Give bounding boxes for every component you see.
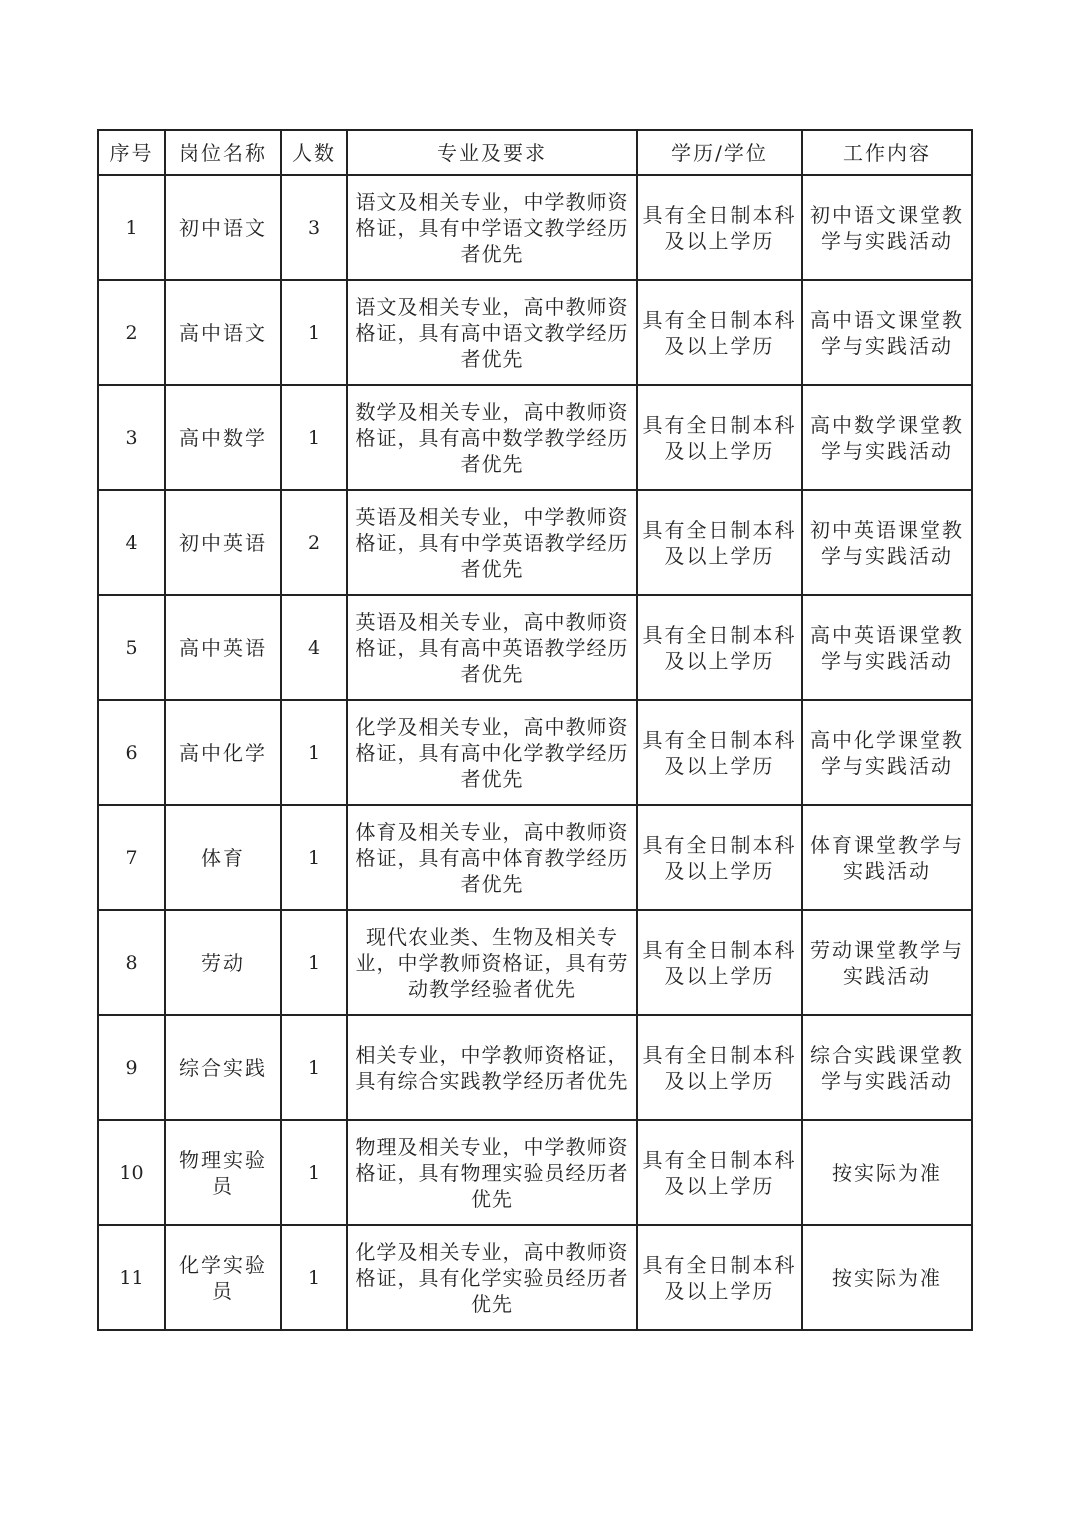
- table-row: [98, 1015, 972, 1120]
- cell-education: 具有全日制本科及以上学历: [637, 1015, 802, 1120]
- cell-position: 体育: [165, 805, 281, 910]
- cell-count: 1: [281, 1015, 347, 1120]
- cell-count: 1: [281, 385, 347, 490]
- cell-position: 劳动: [165, 910, 281, 1015]
- cell-education: 具有全日制本科及以上学历: [637, 1225, 802, 1330]
- cell-duties: 高中数学课堂教学与实践活动: [802, 385, 972, 490]
- cell-education: 具有全日制本科及以上学历: [637, 805, 802, 910]
- header-duties: 工作内容: [802, 130, 972, 175]
- cell-duties: 高中语文课堂教学与实践活动: [802, 280, 972, 385]
- cell-count: 2: [281, 490, 347, 595]
- cell-requirements: 相关专业，中学教师资格证，具有综合实践教学经历者优先: [347, 1015, 637, 1120]
- cell-requirements: 化学及相关专业，高中教师资格证，具有高中化学教学经历者优先: [347, 700, 637, 805]
- header-education: 学历/学位: [637, 130, 802, 175]
- table-row: [98, 280, 972, 385]
- cell-education: 具有全日制本科及以上学历: [637, 280, 802, 385]
- cell-count: 1: [281, 280, 347, 385]
- cell-no: 8: [98, 910, 165, 1015]
- cell-no: 9: [98, 1015, 165, 1120]
- cell-position: 高中英语: [165, 595, 281, 700]
- cell-education: 具有全日制本科及以上学历: [637, 700, 802, 805]
- cell-no: 5: [98, 595, 165, 700]
- cell-requirements: 数学及相关专业，高中教师资格证，具有高中数学教学经历者优先: [347, 385, 637, 490]
- cell-education: 具有全日制本科及以上学历: [637, 175, 802, 280]
- cell-requirements: 化学及相关专业，高中教师资格证，具有化学实验员经历者优先: [347, 1225, 637, 1330]
- cell-education: 具有全日制本科及以上学历: [637, 595, 802, 700]
- cell-count: 3: [281, 175, 347, 280]
- cell-position: 物理实验员: [165, 1120, 281, 1225]
- cell-no: 10: [98, 1120, 165, 1225]
- cell-no: 3: [98, 385, 165, 490]
- cell-duties: 按实际为准: [802, 1225, 972, 1330]
- cell-no: 11: [98, 1225, 165, 1330]
- cell-no: 6: [98, 700, 165, 805]
- cell-education: 具有全日制本科及以上学历: [637, 385, 802, 490]
- header-position: 岗位名称: [165, 130, 281, 175]
- cell-position: 化学实验员: [165, 1225, 281, 1330]
- cell-count: 1: [281, 805, 347, 910]
- cell-position: 综合实践: [165, 1015, 281, 1120]
- cell-requirements: 英语及相关专业，高中教师资格证，具有高中英语教学经历者优先: [347, 595, 637, 700]
- table-row: [98, 1120, 972, 1225]
- cell-count: 4: [281, 595, 347, 700]
- cell-count: 1: [281, 1120, 347, 1225]
- cell-duties: 综合实践课堂教学与实践活动: [802, 1015, 972, 1120]
- cell-no: 7: [98, 805, 165, 910]
- table-row: [98, 595, 972, 700]
- header-count: 人数: [281, 130, 347, 175]
- cell-position: 高中数学: [165, 385, 281, 490]
- table-row: [98, 385, 972, 490]
- table-body: [98, 175, 972, 1330]
- table-row: [98, 1225, 972, 1330]
- cell-count: 1: [281, 1225, 347, 1330]
- table-row: [98, 700, 972, 805]
- table-row: [98, 175, 972, 280]
- table-row: [98, 490, 972, 595]
- cell-requirements: 语文及相关专业，中学教师资格证，具有中学语文教学经历者优先: [347, 175, 637, 280]
- cell-duties: 高中英语课堂教学与实践活动: [802, 595, 972, 700]
- cell-education: 具有全日制本科及以上学历: [637, 1120, 802, 1225]
- cell-requirements: 英语及相关专业，中学教师资格证，具有中学英语教学经历者优先: [347, 490, 637, 595]
- table-header: [98, 130, 972, 175]
- cell-count: 1: [281, 910, 347, 1015]
- cell-duties: 初中语文课堂教学与实践活动: [802, 175, 972, 280]
- table-row: [98, 805, 972, 910]
- cell-duties: 劳动课堂教学与实践活动: [802, 910, 972, 1015]
- cell-duties: 高中化学课堂教学与实践活动: [802, 700, 972, 805]
- table-row: [98, 910, 972, 1015]
- cell-no: 1: [98, 175, 165, 280]
- cell-count: 1: [281, 700, 347, 805]
- cell-duties: 初中英语课堂教学与实践活动: [802, 490, 972, 595]
- cell-education: 具有全日制本科及以上学历: [637, 490, 802, 595]
- cell-no: 4: [98, 490, 165, 595]
- cell-position: 初中英语: [165, 490, 281, 595]
- recruitment-table: [97, 129, 973, 1331]
- cell-duties: 体育课堂教学与实践活动: [802, 805, 972, 910]
- cell-position: 初中语文: [165, 175, 281, 280]
- cell-requirements: 体育及相关专业，高中教师资格证，具有高中体育教学经历者优先: [347, 805, 637, 910]
- cell-no: 2: [98, 280, 165, 385]
- cell-duties: 按实际为准: [802, 1120, 972, 1225]
- cell-requirements: 物理及相关专业，中学教师资格证，具有物理实验员经历者优先: [347, 1120, 637, 1225]
- header-requirements: 专业及要求: [347, 130, 637, 175]
- header-no: 序号: [98, 130, 165, 175]
- cell-position: 高中语文: [165, 280, 281, 385]
- cell-requirements: 语文及相关专业，高中教师资格证，具有高中语文教学经历者优先: [347, 280, 637, 385]
- cell-position: 高中化学: [165, 700, 281, 805]
- cell-requirements: 现代农业类、生物及相关专业，中学教师资格证，具有劳动教学经验者优先: [347, 910, 637, 1015]
- header-row: [98, 130, 972, 175]
- cell-education: 具有全日制本科及以上学历: [637, 910, 802, 1015]
